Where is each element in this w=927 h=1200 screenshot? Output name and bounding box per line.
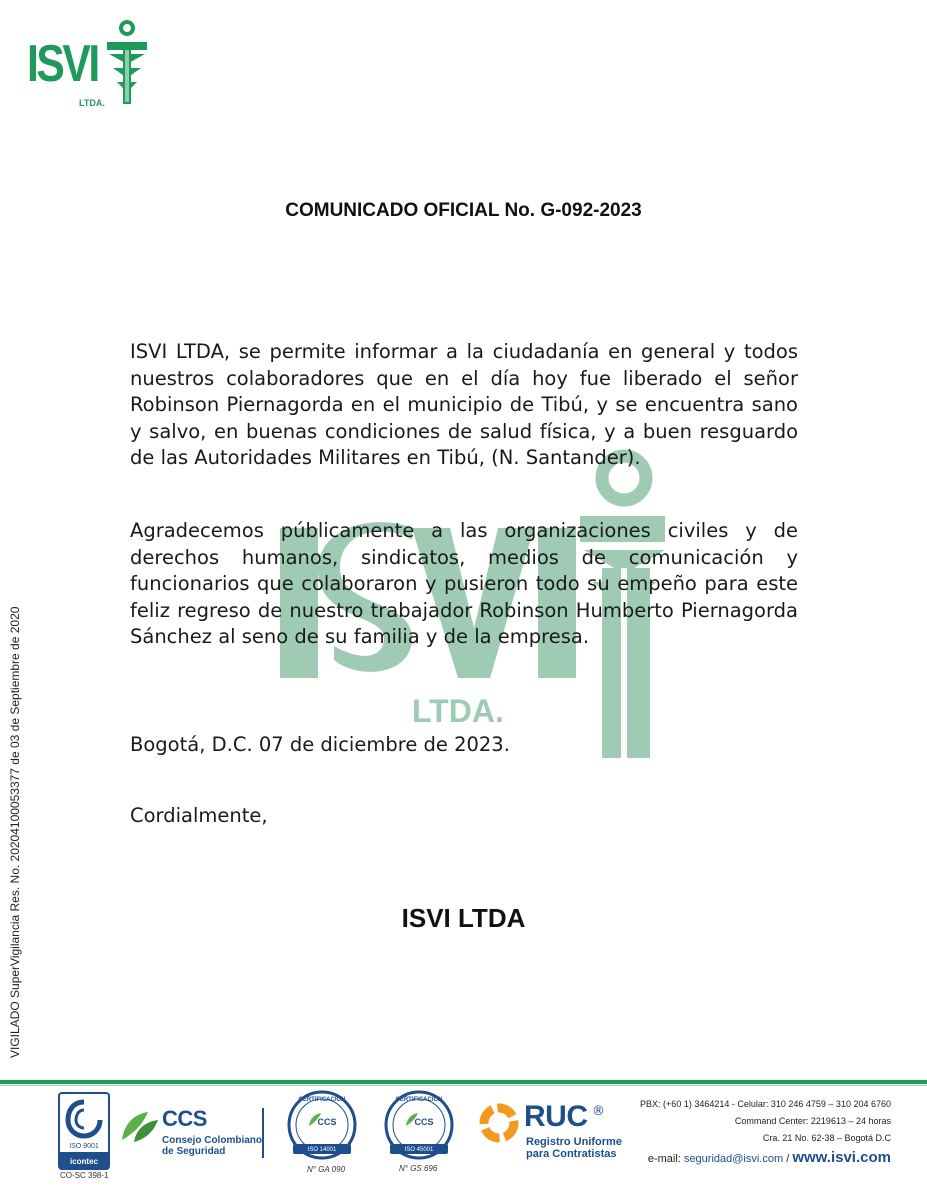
ruc-line1: Registro Uniforme (526, 1136, 622, 1148)
paragraph-announcement: ISVI LTDA, se permite informar a la ciudadanía en general y todos nuestros colaboradores que en el día hoy fue liberado el señor Robinson Piernagorda en el municipio de Tibú, y se encuentra sano y salvo, en buenas condiciones de salud física, y a buen resguardo de las Autoridades Militares en Tibú, (N. Santander). (130, 340, 798, 469)
ruc-subtitle (526, 1136, 622, 1160)
date-line: Bogotá, D.C. 07 de diciembre de 2023. (130, 733, 510, 756)
footer-divider-thin (0, 1085, 927, 1086)
ruc-ring-icon (478, 1102, 520, 1144)
email-label: e-mail: (647, 1153, 681, 1165)
seal1-top: CERTIFICACIÓN (298, 1097, 346, 1103)
ruc-line2: para Contratistas (526, 1148, 617, 1160)
iso45001-seal (384, 1090, 454, 1160)
iso14001-seal (287, 1090, 357, 1160)
email-link[interactable]: seguridad@isvi.com (683, 1153, 784, 1165)
seal1-iso: ISO 14001 (307, 1147, 337, 1153)
closing-line: Cordialmente, (130, 804, 268, 827)
seal1-ccs: CCS (317, 1117, 337, 1127)
paragraph-thanks: Agradecemos públicamente a las organizaciones civiles y de derechos humanos, sindicatos, medios de comunicación y funcionarios que colaboraron y pusieron todo su empeño para este feliz regreso de nuestro trabajador Robinson Humberto Piernagorda Sánchez al seno de su familia y de la empresa. (130, 519, 798, 648)
website-link[interactable]: www.isvi.com (792, 1149, 891, 1166)
ruc-name: RUC (524, 1100, 588, 1133)
ccs-line1: Consejo Colombiano (162, 1135, 262, 1146)
seal2-iso: ISO 45001 (404, 1147, 434, 1153)
iso9001-badge (58, 1092, 110, 1170)
ruc-logo (478, 1100, 623, 1166)
ccs-logo (118, 1102, 268, 1162)
caduceus-icon (105, 20, 149, 106)
iso9001-code: CO-SC 398-1 (60, 1171, 109, 1180)
contact-pbx: PBX: (+60 1) 3464214 - Celular: 310 246 4759 – 310 204 6760 (640, 1099, 891, 1109)
seal2-top: CERTIFICACIÓN (395, 1097, 443, 1103)
document-title: COMUNICADO OFICIAL No. G-092-2023 (285, 200, 642, 221)
ccs-line2: de Seguridad (162, 1146, 226, 1157)
seal2-caption: N° GS 696 (399, 1164, 438, 1173)
footer-divider (0, 1080, 927, 1084)
svg-text:LTDA.: LTDA. (412, 693, 504, 729)
seal1-caption: N° GA 090 (307, 1165, 346, 1174)
web-contact: e-mail: seguridad@isvi.com / www.isvi.com (647, 1149, 891, 1166)
logo-text: ISVI (27, 35, 98, 93)
seal2-ccs: CCS (414, 1117, 434, 1127)
contact-address: Cra. 21 No. 62-38 – Bogotá D.C (762, 1133, 891, 1143)
icontec-label: icontec (69, 1157, 99, 1166)
supervigilancia-note: VIGILADO SuperVigilancia Res. No. 20204100053377 de 03 de Septiembre de 2020 (8, 606, 22, 1058)
ccs-subtitle (162, 1135, 262, 1157)
company-logo (27, 20, 149, 106)
signature: ISVI LTDA (401, 903, 526, 933)
iso9001-label: ISO 9001 (69, 1143, 99, 1150)
contact-block (640, 1096, 891, 1147)
contact-command-center: Command Center: 2219613 – 24 horas (734, 1116, 891, 1126)
leaf-icon (118, 1104, 160, 1144)
ccs-divider (262, 1108, 264, 1158)
ruc-registered-mark: ® (592, 1104, 605, 1119)
logo-ltda: LTDA. (79, 98, 105, 108)
ccs-name: CCS (162, 1106, 207, 1131)
